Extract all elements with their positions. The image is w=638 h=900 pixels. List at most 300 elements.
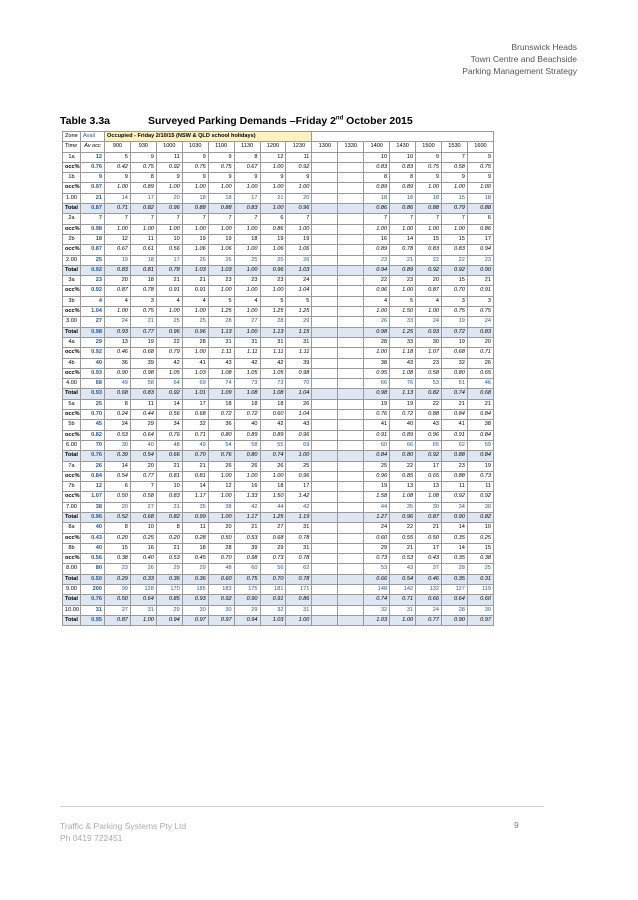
value-cell: 62 [286,564,312,574]
value-cell: 42 [260,420,286,430]
value-cell [312,430,338,440]
value-cell: 39 [234,543,260,553]
row-label: 5b [63,420,81,430]
avail-cell: 0.92 [81,265,105,275]
value-cell: 20 [208,523,234,533]
value-cell [312,451,338,461]
avail-cell: 27 [81,317,105,327]
value-cell: 1.00 [234,183,260,193]
value-cell: 0.61 [130,245,156,255]
value-cell: 0.96 [364,286,390,296]
value-cell [338,255,364,265]
table-row [63,543,494,553]
avail-cell: 0.76 [81,162,105,172]
value-cell: 1.33 [234,492,260,502]
value-cell: 9 [467,152,493,162]
value-cell: 27 [105,605,131,615]
value-cell: 11 [156,152,182,162]
row-label: 9.00 [63,585,81,595]
value-cell [312,523,338,533]
value-cell: 24 [105,317,131,327]
value-cell: 0.79 [156,348,182,358]
avail-cell: 40 [81,358,105,368]
value-cell: 0.80 [208,430,234,440]
value-cell: 0.58 [416,368,442,378]
value-cell: 1.00 [156,183,182,193]
value-cell: 1.06 [286,245,312,255]
row-label: 7.00 [63,502,81,512]
value-cell: 21 [234,523,260,533]
time-col-header: 1100 [208,142,234,152]
table-row [63,193,494,203]
value-cell: 18 [234,234,260,244]
value-cell: 6 [260,214,286,224]
value-cell [312,471,338,481]
avail-cell: 12 [81,482,105,492]
value-cell: 43 [208,358,234,368]
value-cell: 1.03 [182,368,208,378]
value-cell: 7 [234,214,260,224]
value-cell: 64 [156,379,182,389]
value-cell: 9 [441,173,467,183]
value-cell: 31 [208,337,234,347]
value-cell: 1.00 [130,615,156,625]
value-cell: 0.25 [130,533,156,543]
value-cell: 0.87 [105,615,131,625]
value-cell: 0.98 [364,389,390,399]
table-row [63,399,494,409]
value-cell: 170 [156,585,182,595]
value-cell: 0.52 [105,512,131,522]
value-cell: 21 [156,543,182,553]
value-cell: 1.50 [390,307,416,317]
value-cell: 0.68 [260,533,286,543]
value-cell: 19 [467,461,493,471]
value-cell: 0.82 [416,389,442,399]
value-cell: 0.70 [208,554,234,564]
value-cell: 0.88 [416,410,442,420]
row-label: occ% [63,286,81,296]
footer-company: Traffic & Parking Systems Pty Ltd [60,821,187,831]
row-label: occ% [63,533,81,543]
value-cell: 0.82 [467,512,493,522]
table-row [63,317,494,327]
value-cell: 0.53 [390,554,416,564]
table-row [63,410,494,420]
value-cell: 0.70 [260,574,286,584]
table-row [63,595,494,605]
value-cell: 1.25 [260,512,286,522]
value-cell: 21 [416,523,442,533]
table-row [63,605,494,615]
value-cell: 38 [467,420,493,430]
value-cell: 9 [286,173,312,183]
value-cell: 7 [286,214,312,224]
value-cell: 43 [390,564,416,574]
value-cell: 0.71 [467,348,493,358]
value-cell: 28 [441,605,467,615]
value-cell: 0.96 [156,327,182,337]
value-cell: 13 [105,337,131,347]
value-cell: 0.90 [441,615,467,625]
value-cell: 0.76 [364,410,390,420]
value-cell: 0.98 [286,368,312,378]
value-cell [338,162,364,172]
avail-cell: 200 [81,585,105,595]
value-cell [312,440,338,450]
value-cell: 11 [182,523,208,533]
value-cell: 28 [182,337,208,347]
value-cell: 44 [260,502,286,512]
value-cell: 11 [130,399,156,409]
row-label: occ% [63,430,81,440]
table-row [63,348,494,358]
value-cell: 0.84 [467,451,493,461]
value-cell: 0.60 [208,574,234,584]
value-cell: 0.70 [441,286,467,296]
table-row [63,234,494,244]
value-cell: 19 [390,399,416,409]
zone-header: Zone [63,132,81,142]
value-cell: 1.08 [260,389,286,399]
value-cell: 23 [105,564,131,574]
value-cell: 12 [208,482,234,492]
value-cell: 25 [182,317,208,327]
value-cell: 29 [234,605,260,615]
table-row [63,286,494,296]
value-cell [338,152,364,162]
table-row [63,451,494,461]
value-cell: 10 [364,152,390,162]
value-cell [338,234,364,244]
value-cell: 17 [286,482,312,492]
value-cell: 23 [441,461,467,471]
value-cell: 0.86 [286,595,312,605]
value-cell: 1.00 [156,224,182,234]
value-cell: 28 [441,564,467,574]
value-cell: 0.88 [182,204,208,214]
table-header-row-1 [63,132,494,142]
value-cell: 0.58 [130,492,156,502]
value-cell: 0.90 [105,368,131,378]
value-cell [312,595,338,605]
value-cell: 0.91 [467,286,493,296]
value-cell [338,327,364,337]
value-cell: 54 [208,440,234,450]
value-cell: 0.77 [130,327,156,337]
value-cell: 0.83 [156,492,182,502]
value-cell: 19 [182,234,208,244]
value-cell: 0.60 [467,595,493,605]
value-cell: 24 [416,605,442,615]
value-cell [312,410,338,420]
value-cell [312,183,338,193]
value-cell: 30 [182,605,208,615]
value-cell: 0.72 [441,327,467,337]
row-label: Total [63,512,81,522]
table-row [63,276,494,286]
value-cell: 1.11 [286,348,312,358]
value-cell [312,286,338,296]
value-cell: 0.25 [467,533,493,543]
value-cell: 62 [441,440,467,450]
value-cell: 1.00 [208,471,234,481]
avail-cell: 0.56 [81,554,105,564]
value-cell: 185 [182,585,208,595]
table-row [63,461,494,471]
value-cell [312,564,338,574]
value-cell: 0.96 [364,471,390,481]
value-cell: 18 [260,482,286,492]
value-cell [312,327,338,337]
value-cell: 0.68 [441,348,467,358]
value-cell: 0.78 [286,533,312,543]
value-cell: 38 [364,358,390,368]
value-cell: 0.65 [467,368,493,378]
footer-divider [60,806,544,807]
time-col-header: 1430 [390,142,416,152]
value-cell: 73 [260,379,286,389]
value-cell: 21 [260,193,286,203]
value-cell: 48 [208,564,234,574]
row-label: 6.00 [63,440,81,450]
value-cell: 0.89 [390,430,416,440]
value-cell: 0.91 [156,286,182,296]
parking-demand-table-wrap [62,131,494,626]
occupied-header: Occupied - Friday 2/10/15 (NSW & QLD school holidays) [105,132,312,142]
value-cell [312,399,338,409]
table-row [63,224,494,234]
table-row [63,379,494,389]
value-cell: 0.80 [390,451,416,461]
value-cell: 0.89 [234,430,260,440]
value-cell: 0.94 [234,615,260,625]
value-cell: 1.25 [260,307,286,317]
table-row [63,574,494,584]
value-cell: 0.83 [105,265,131,275]
value-cell: 0.82 [130,204,156,214]
value-cell: 0.91 [182,286,208,296]
value-cell: 0.64 [441,595,467,605]
value-cell [312,543,338,553]
value-cell [312,255,338,265]
avail-cell: 0.96 [81,512,105,522]
value-cell [312,348,338,358]
value-cell: 0.73 [260,554,286,564]
value-cell: 48 [156,440,182,450]
value-cell [312,533,338,543]
value-cell: 60 [364,440,390,450]
value-cell [338,337,364,347]
value-cell: 15 [416,234,442,244]
value-cell: 4 [156,296,182,306]
table-row [63,245,494,255]
table-row [63,204,494,214]
value-cell: 0.79 [441,204,467,214]
value-cell: 9 [208,173,234,183]
header-line-1: Brunswick Heads [511,42,577,52]
value-cell [312,605,338,615]
value-cell: 17 [416,543,442,553]
value-cell: 1.00 [260,471,286,481]
value-cell: 0.78 [130,286,156,296]
value-cell: 0.89 [260,430,286,440]
value-cell: 1.08 [208,368,234,378]
value-cell [338,214,364,224]
value-cell: 0.46 [105,348,131,358]
table-number: Table 3.3a [60,115,110,127]
table-row [63,492,494,502]
value-cell: 1.58 [364,492,390,502]
value-cell: 1.00 [416,307,442,317]
value-cell: 1.00 [364,348,390,358]
value-cell: 3 [467,296,493,306]
parking-demand-table [62,131,494,626]
value-cell: 0.96 [390,512,416,522]
avail-cell: 0.82 [81,430,105,440]
value-cell: 9 [260,173,286,183]
value-cell: 11 [467,482,493,492]
value-cell: 31 [130,605,156,615]
value-cell: 20 [156,193,182,203]
value-cell: 0.99 [182,512,208,522]
value-cell [312,173,338,183]
value-cell: 1.11 [234,348,260,358]
table-row [63,173,494,183]
value-cell: 0.83 [467,327,493,337]
value-cell: 56 [260,564,286,574]
value-cell: 0.28 [182,533,208,543]
avail-cell: 0.97 [81,183,105,193]
value-cell: 0.56 [156,245,182,255]
value-cell: 1.00 [156,307,182,317]
value-cell: 6 [105,482,131,492]
value-cell: 0.78 [390,245,416,255]
value-cell: 1.03 [182,265,208,275]
value-cell: 0.87 [416,286,442,296]
value-cell: 128 [130,585,156,595]
value-cell: 31 [286,543,312,553]
value-cell: 1.00 [364,307,390,317]
table-row [63,471,494,481]
value-cell: 4 [182,296,208,306]
value-cell: 23 [364,255,390,265]
value-cell: 20 [130,461,156,471]
value-cell: 1.11 [208,348,234,358]
avail-cell: 45 [81,420,105,430]
value-cell: 3 [441,296,467,306]
value-cell: 4 [364,296,390,306]
value-cell: 9 [416,173,442,183]
value-cell: 0.77 [416,615,442,625]
avail-cell: 23 [81,276,105,286]
value-cell: 0.88 [467,204,493,214]
avail-cell: 12 [81,152,105,162]
value-cell [338,482,364,492]
value-cell: 0.68 [467,389,493,399]
value-cell: 0.86 [467,224,493,234]
value-cell: 9 [182,152,208,162]
table-body [63,152,494,626]
value-cell [312,389,338,399]
value-cell: 5 [105,152,131,162]
table-row [63,615,494,625]
value-cell: 28 [208,543,234,553]
avail-cell: 18 [81,234,105,244]
value-cell: 18 [260,399,286,409]
value-cell: 19 [364,482,390,492]
value-cell: 58 [130,379,156,389]
header-line-3: Parking Management Strategy [462,66,577,76]
value-cell: 1.50 [260,492,286,502]
value-cell: 0.56 [156,410,182,420]
time-col-header: 1530 [441,142,467,152]
value-cell [312,214,338,224]
value-cell: 26 [260,461,286,471]
time-col-header: 1130 [234,142,260,152]
row-label: occ% [63,492,81,502]
value-cell: 0.71 [105,204,131,214]
value-cell: 76 [390,379,416,389]
value-cell [338,379,364,389]
value-cell [338,512,364,522]
value-cell: 0.77 [130,471,156,481]
value-cell: 31 [286,605,312,615]
value-cell: 0.71 [182,430,208,440]
value-cell: 0.89 [390,265,416,275]
value-cell: 1.00 [286,451,312,461]
value-cell: 1.00 [286,615,312,625]
value-cell: 181 [260,585,286,595]
value-cell: 39 [286,358,312,368]
value-cell: 10 [390,152,416,162]
value-cell: 0.90 [441,512,467,522]
avail-cell: 1.04 [81,307,105,317]
value-cell [312,245,338,255]
value-cell: 0.97 [467,615,493,625]
value-cell: 0.91 [260,595,286,605]
value-cell [338,502,364,512]
value-cell [312,317,338,327]
value-cell: 127 [441,585,467,595]
time-col-header: 1000 [156,142,182,152]
value-cell: 21 [467,399,493,409]
value-cell: 25 [364,461,390,471]
value-cell: 65 [416,440,442,450]
avail-cell: 9 [81,173,105,183]
value-cell: 0.93 [182,595,208,605]
value-cell: 0.74 [441,389,467,399]
value-cell: 0.92 [156,389,182,399]
value-cell: 1.06 [260,245,286,255]
value-cell [338,585,364,595]
table-heading [60,115,413,127]
value-cell: 1.01 [182,389,208,399]
value-cell: 5 [260,296,286,306]
value-cell: 31 [286,523,312,533]
table-row [63,523,494,533]
value-cell: 21 [390,543,416,553]
value-cell [312,234,338,244]
value-cell: 25 [467,564,493,574]
time-col-header: 1600 [467,142,493,152]
avail-cell: 0.87 [81,204,105,214]
value-cell [338,564,364,574]
value-cell: 7 [390,214,416,224]
value-cell: 42 [234,502,260,512]
row-label: 3b [63,296,81,306]
value-cell: 41 [441,420,467,430]
